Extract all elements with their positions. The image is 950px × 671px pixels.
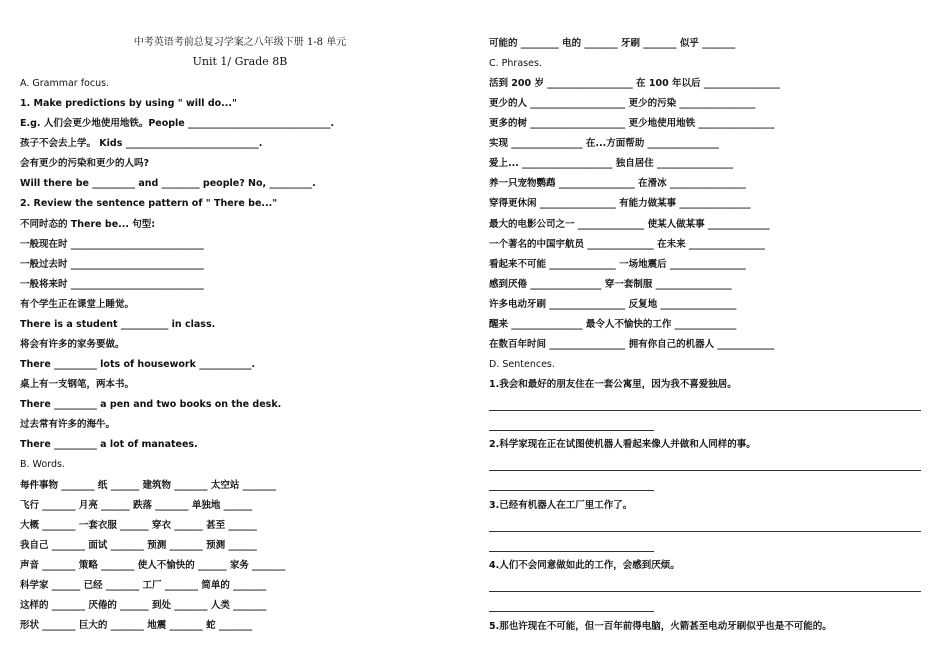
grammar-line: 不同时态的 There be... 句型: <box>20 219 156 230</box>
phrase-row: 实现 _______________ 在...方面帮助 _______________ <box>489 138 719 149</box>
section-c-heading: C. Phrases. <box>489 58 542 69</box>
answer-line <box>489 490 654 491</box>
answer-line <box>489 470 921 471</box>
answer-line <box>489 531 921 532</box>
section-d-heading: D. Sentences. <box>489 359 555 370</box>
grammar-line: 孩子不会去上学。 Kids ____________________________. <box>20 138 263 149</box>
sentence-prompt: 1.我会和最好的朋友住在一套公寓里，因为我不喜爱独居。 <box>489 379 737 390</box>
grammar-line: 会有更少的污染和更少的人吗? <box>20 158 150 169</box>
grammar-line: 桌上有一支钢笔，两本书。 <box>20 379 135 390</box>
phrase-row: 一个著名的中国宇航员 ______________ 在未来 ________________ <box>489 239 765 250</box>
grammar-line: There is a student __________ in class. <box>20 319 216 330</box>
grammar-line: 2. Review the sentence pattern of " There be..." <box>20 198 278 209</box>
phrase-row: 更少的人 ____________________ 更少的污染 ________________ <box>489 98 756 109</box>
phrase-row: 看起来不可能 ______________ 一场地震后 ________________ <box>489 259 746 270</box>
grammar-line: 1. Make predictions by using " will do..." <box>20 98 237 109</box>
words-row: 大概 _______ 一套衣服 ______ 穿衣 ______ 甚至 ______ <box>20 520 257 531</box>
grammar-line: E.g. 人们会更少地使用地铁。People ______________________________. <box>20 118 335 129</box>
sentence-prompt: 5.那也许现在不可能，但一百年前得电脑，火箭甚至电动牙刷似乎也是不可能的。 <box>489 621 832 632</box>
words-row: 我自己 _______ 面试 _______ 预测 _______ 预测 ______ <box>20 540 257 551</box>
sentence-prompt: 2.科学家现在正在试图使机器人看起来像人并做和人同样的事。 <box>489 439 756 450</box>
answer-line <box>489 430 654 431</box>
section-b-heading: B. Words. <box>20 459 65 470</box>
phrase-row: 活到 200 岁 __________________ 在 100 年以后 ________________ <box>489 78 780 89</box>
grammar-line: 一般现在时 ____________________________ <box>20 239 204 250</box>
grammar-line: There _________ a lot of manatees. <box>20 439 198 450</box>
words-row: 飞行 _______ 月亮 ______ 跌落 _______ 单独地 ______ <box>20 500 253 511</box>
phrase-row: 养一只宠物鹦鹉 ________________ 在滑冰 ________________ <box>489 178 746 189</box>
phrase-row: 感到厌倦 _______________ 穿一套制服 ________________ <box>489 279 732 290</box>
grammar-line: Will there be _________ and ________ people? No, _________. <box>20 178 316 189</box>
answer-line <box>489 591 921 592</box>
words-row: 这样的 _______ 厌倦的 ______ 到处 _______ 人类 _______ <box>20 600 267 611</box>
words-row: 每件事物 _______ 纸 ______ 建筑物 _______ 太空站 _______ <box>20 480 276 491</box>
words-row: 声音 _______ 策略 _______ 使人不愉快的 ______ 家务 _______ <box>20 560 286 571</box>
sentence-prompt: 4.人们不会同意做如此的工作，会感到厌烦。 <box>489 560 680 571</box>
words-row: 可能的 ________ 电的 _______ 牙刷 _______ 似乎 _______ <box>489 38 736 49</box>
phrase-row: 最大的电影公司之一 ______________ 使某人做某事 _____________ <box>489 219 770 230</box>
phrase-row: 许多电动牙刷 ________________ 反复地 ________________ <box>489 299 737 310</box>
words-row: 形状 _______ 巨大的 _______ 地震 _______ 蛇 _______ <box>20 620 253 631</box>
grammar-line: 将会有许多的家务要做。 <box>20 339 125 350</box>
grammar-line: 有个学生正在课堂上睡觉。 <box>20 299 135 310</box>
grammar-line: 过去常有许多的海牛。 <box>20 419 116 430</box>
phrase-row: 更多的树 ____________________ 更少地使用地铁 ________________ <box>489 118 775 129</box>
phrase-row: 醒来 _______________ 最令人不愉快的工作 _____________ <box>489 319 737 330</box>
words-row: 科学家 ______ 已经 _______ 工厂 _______ 简单的 _______ <box>20 580 267 591</box>
phrase-row: 在数百年时间 ________________ 拥有你自己的机器人 ____________ <box>489 339 775 350</box>
page-title-cn: 中考英语考前总复习学案之八年级下册 1-8 单元 <box>133 37 347 48</box>
answer-line <box>489 551 654 552</box>
answer-line <box>489 611 654 612</box>
answer-line <box>489 410 921 411</box>
grammar-line: 一般将来时 ____________________________ <box>20 279 204 290</box>
sentence-prompt: 3.已经有机器人在工厂里工作了。 <box>489 500 633 511</box>
phrase-row: 爱上... ___________________ 独自居住 ________________ <box>489 158 733 169</box>
grammar-line: 一般过去时 ____________________________ <box>20 259 204 270</box>
phrase-row: 穿得更休闲 ________________ 有能力做某事 _______________ <box>489 198 751 209</box>
page-title-en: Unit 1/ Grade 8B <box>192 55 288 68</box>
grammar-line: There _________ a pen and two books on the desk. <box>20 399 282 410</box>
section-a-heading: A. Grammar focus. <box>20 78 110 89</box>
grammar-line: There _________ lots of housework ___________. <box>20 359 256 370</box>
